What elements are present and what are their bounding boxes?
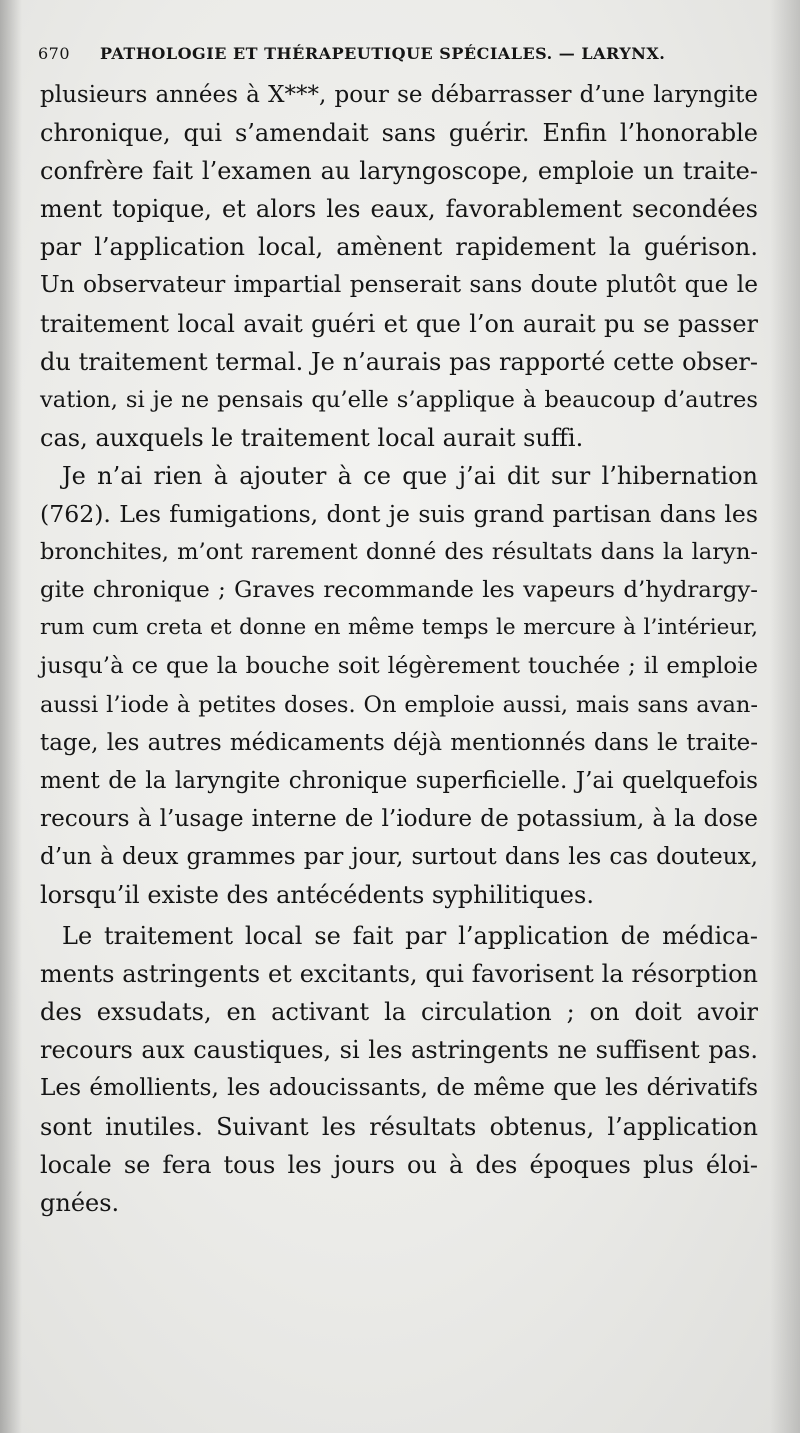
text-line: ment de la laryngite chronique superficielle. J’ai quelquefois: [40, 767, 758, 794]
text-line: traitement local avait guéri et que l’on aurait pu se passer: [40, 309, 758, 338]
text-line: plusieurs années à X***, pour se débarrasser d’une laryngite: [40, 82, 758, 108]
line-text: Je n’ai rien à ajouter à ce que j’ai dit sur l’hibernation: [62, 461, 758, 490]
running-title: PATHOLOGIE ET THÉRAPEUTIQUE SPÉCIALES. — LARYNX.: [100, 44, 666, 63]
text-line: chronique, qui s’amendait sans guérir. Enfin l’honorable: [40, 119, 758, 148]
text-line: ments astringents et excitants, qui favorisent la résorption: [40, 960, 758, 989]
page-header: [38, 40, 758, 70]
paragraph: [40, 76, 758, 457]
text-line: vation, si je ne pensais qu’elle s’applique à beaucoup d’autres: [40, 386, 758, 413]
text-line: du traitement termal. Je n’aurais pas rapporté cette obser-: [40, 347, 758, 376]
text-line: sont inutiles. Suivant les résultats obtenus, l’application: [40, 1112, 758, 1141]
text-line: rum cum creta et donne en même temps le mercure à l’intérieur,: [40, 615, 758, 641]
text-line: ment topique, et alors les eaux, favorablement secondées: [40, 195, 758, 224]
gutter-shadow: [0, 0, 22, 1433]
text-line: locale se fera tous les jours ou à des époques plus éloi-: [40, 1150, 758, 1179]
text-line: gnées.: [40, 1188, 120, 1217]
paragraph: [40, 917, 758, 1222]
text-line: bronchites, m’ont rarement donné des résultats dans la laryn-: [40, 539, 758, 566]
text-line: [40, 457, 758, 495]
text-line: des exsudats, en activant la circulation ; on doit avoir: [40, 998, 758, 1027]
text-line: [40, 917, 758, 955]
line-text: Le traitement local se fait par l’application de médica-: [62, 922, 758, 951]
text-line: recours à l’usage interne de l’iodure de potassium, à la dose: [40, 804, 758, 832]
text-line: gite chronique ; Graves recommande les vapeurs d’hydrargy-: [40, 577, 758, 604]
edge-shadow: [770, 0, 800, 1433]
paragraph: [40, 457, 758, 914]
text-line: recours aux caustiques, si les astringents ne suffisent pas.: [40, 1036, 758, 1065]
text-line: d’un à deux grammes par jour, surtout dans les cas douteux,: [40, 843, 758, 870]
text-line: (762). Les fumigations, dont je suis grand partisan dans les: [40, 500, 758, 529]
text-line: tage, les autres médicaments déjà mentionnés dans le traite-: [40, 729, 758, 756]
text-line: par l’application local, amènent rapidement la guérison.: [40, 233, 758, 262]
text-line: cas, auxquels le traitement local aurait suffi.: [40, 423, 584, 452]
text-line: Les émollients, les adoucissants, de même que les dérivatifs: [40, 1074, 758, 1102]
body-text: [40, 76, 758, 1222]
text-line: aussi l’iode à petites doses. On emploie aussi, mais sans avan-: [40, 691, 758, 718]
text-line: lorsqu’il existe des antécédents syphilitiques.: [40, 880, 594, 909]
text-line: confrère fait l’examen au laryngoscope, emploie un traite-: [40, 157, 758, 186]
text-line: jusqu’à ce que la bouche soit légèrement touchée ; il emploie: [40, 653, 758, 680]
page-number: 670: [38, 44, 71, 63]
text-line: Un observateur impartial penserait sans doute plutôt que le: [40, 271, 758, 299]
